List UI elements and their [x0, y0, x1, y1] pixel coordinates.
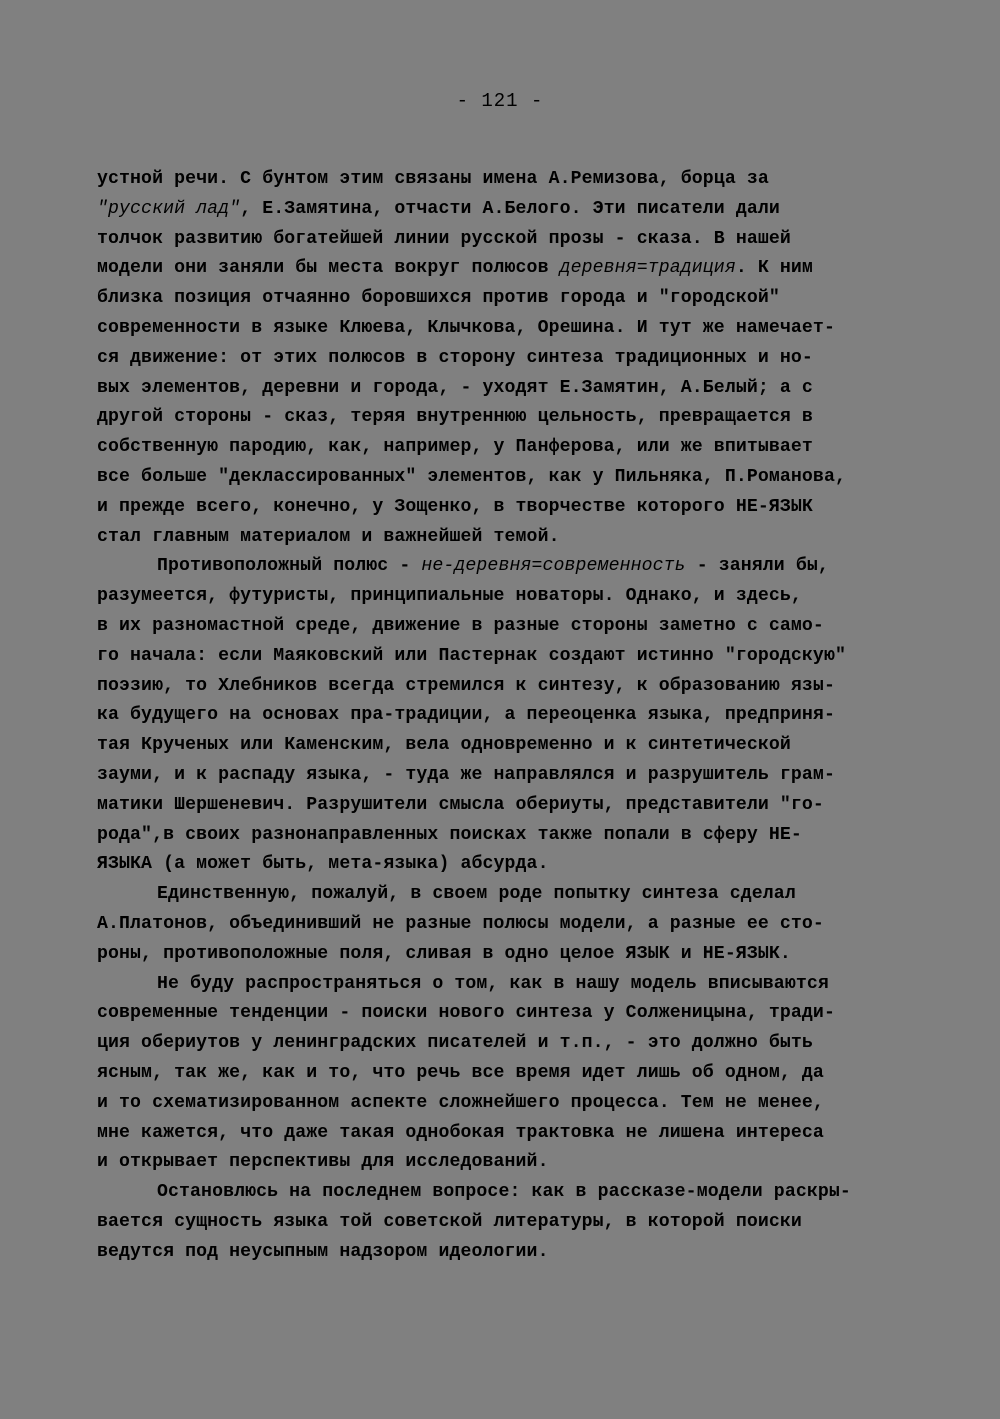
body-text: [97, 165, 917, 1267]
text-line: и прежде всего, конечно, у Зощенко, в творчестве которого НЕ-ЯЗЫК: [97, 496, 813, 517]
text-line: рода",в своих разнонаправленных поисках также попали в сферу НЕ-: [97, 824, 802, 845]
text-line: современные тенденции - поиски нового синтеза у Солженицына, тради-: [97, 1003, 835, 1024]
text-line: тая Крученых или Каменским, вела одновременно и к синтетической: [97, 735, 791, 756]
text-line: Противоположный полюс - не-деревня=современность - заняли бы,: [157, 556, 829, 577]
text-line: Не буду распространяться о том, как в нашу модель вписываются: [157, 973, 829, 994]
page-number: - 121 -: [456, 90, 544, 112]
text-line: роны, противоположные поля, сливая в одно целое ЯЗЫК и НЕ-ЯЗЫК.: [97, 943, 791, 964]
text-line: в их разномастной среде, движение в разные стороны заметно с само-: [97, 615, 824, 636]
text-line: го начала: если Маяковский или Пастернак создают истинно "городскую": [97, 645, 846, 666]
text-line: матики Шершеневич. Разрушители смысла обериуты, представители "го-: [97, 794, 824, 815]
text-line: Единственную, пожалуй, в своем роде попытку синтеза сделал: [157, 884, 796, 905]
text-line: ясным, так же, как и то, что речь все время идет лишь об одном, да: [97, 1062, 824, 1083]
text-line: ция обериутов у ленинградских писателей и т.п., - это должно быть: [97, 1033, 813, 1054]
text-line: вых элементов, деревни и города, - уходят Е.Замятин, А.Белый; а с: [97, 377, 813, 398]
text-line: современности в языке Клюева, Клычкова, Орешина. И тут же намечает-: [97, 317, 835, 338]
text-line: ка будущего на основах пра-традиции, а переоценка языка, предприня-: [97, 705, 835, 726]
text-line: устной речи. С бунтом этим связаны имена А.Ремизова, борца за: [97, 169, 769, 189]
text-line: и то схематизированном аспекте сложнейшего процесса. Тем не менее,: [97, 1092, 824, 1113]
text-line: мне кажется, что даже такая однобокая трактовка не лишена интереса: [97, 1122, 824, 1143]
text-line: поэзию, то Хлебников всегда стремился к синтезу, к образованию язы-: [97, 675, 835, 696]
text-line: все больше "деклассированных" элементов, как у Пильняка, П.Романова,: [97, 466, 846, 487]
text-line: "русский лад", Е.Замятина, отчасти А.Белого. Эти писатели дали: [97, 198, 780, 219]
text-line: модели они заняли бы места вокруг полюсов деревня=традиция. К ним: [97, 258, 813, 279]
text-line: ведутся под неусыпным надзором идеологии.: [97, 1241, 549, 1262]
text-line: собственную пародию, как, например, у Панферова, или же впитывает: [97, 437, 813, 458]
text-line: разумеется, футуристы, принципиальные новаторы. Однако, и здесь,: [97, 586, 802, 607]
text-line: зауми, и к распаду языка, - туда же направлялся и разрушитель грам-: [97, 764, 835, 785]
text-line: толчок развитию богатейшей линии русской прозы - сказа. В нашей: [97, 228, 791, 249]
text-line: ся движение: от этих полюсов в сторону синтеза традиционных и но-: [97, 347, 813, 368]
text-line: и открывает перспективы для исследований.: [97, 1152, 549, 1173]
text-line: ЯЗЫКА (а может быть, мета-языка) абсурда.: [97, 854, 549, 875]
text-line: вается сущность языка той советской литературы, в которой поиски: [97, 1211, 802, 1232]
text-line: другой стороны - сказ, теряя внутреннюю цельность, превращается в: [97, 407, 813, 428]
text-line: стал главным материалом и важнейшей темой.: [97, 526, 560, 547]
text-line: Остановлюсь на последнем вопросе: как в рассказе-модели раскры-: [157, 1182, 851, 1203]
text-line: А.Платонов, объединивший не разные полюсы модели, а разные ее сто-: [97, 913, 824, 934]
text-line: близка позиция отчаянно боровшихся против города и "городской": [97, 288, 780, 309]
